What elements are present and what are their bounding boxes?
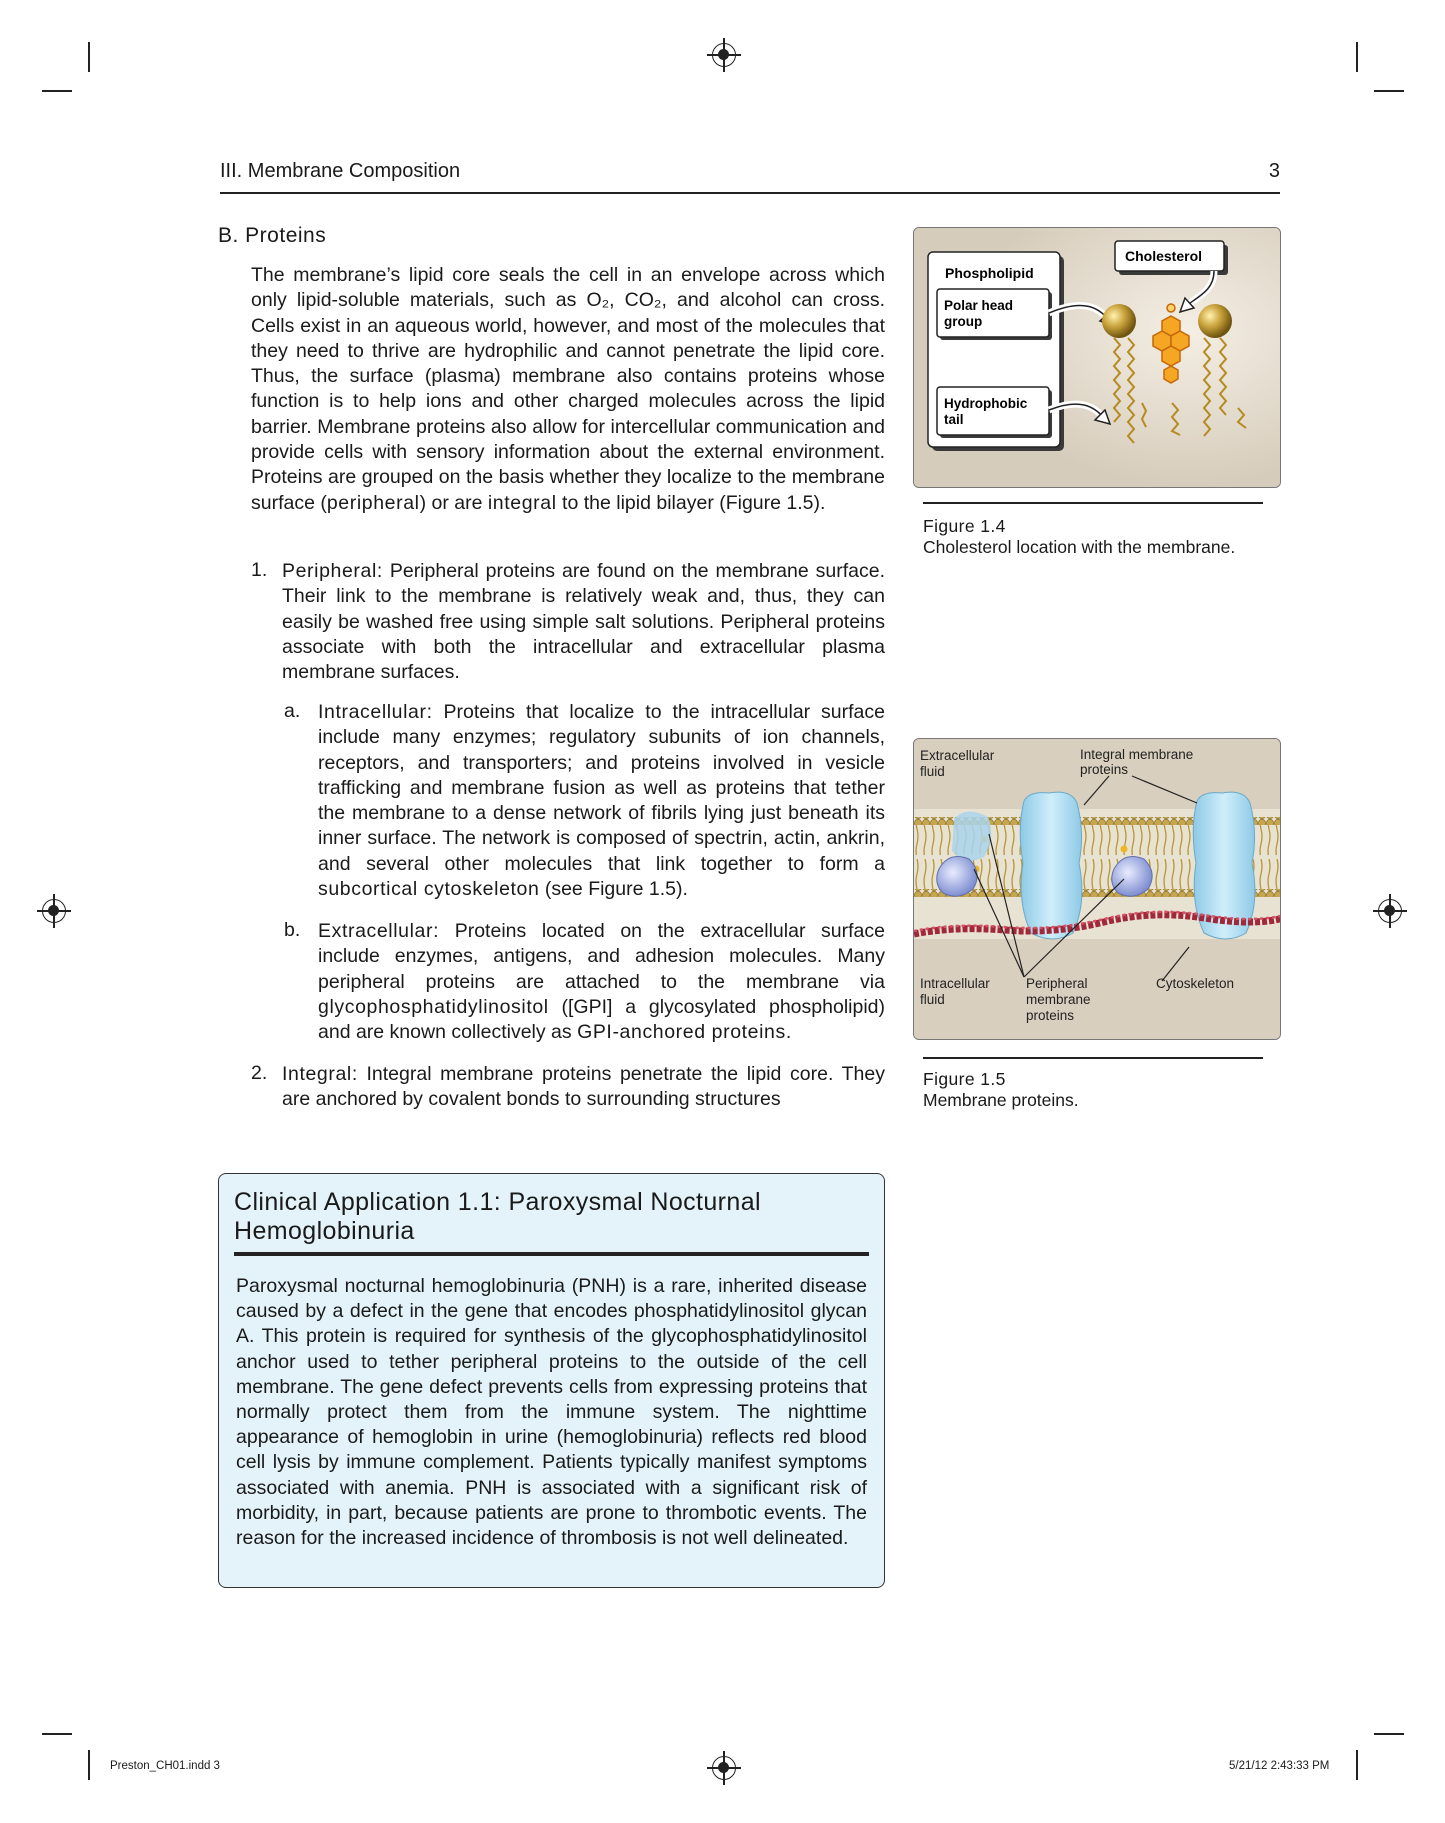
label-extracellular-fluid: fluid <box>920 764 945 779</box>
crop-mark <box>1356 42 1358 72</box>
intro-text: to the lipid bilayer (Figure 1.5). <box>556 491 826 514</box>
label-cytoskeleton: Cytoskeleton <box>1156 976 1235 991</box>
clinical-rule <box>234 1252 869 1256</box>
figure-rule <box>923 502 1263 504</box>
term-peripheral: peripheral <box>326 491 420 514</box>
registration-mark-icon <box>712 43 736 67</box>
page-number: 3 <box>1268 160 1280 182</box>
term-gpi-anchored: GPI-anchored proteins. <box>577 1021 792 1044</box>
footer-timestamp: 5/21/12 2:43:33 PM <box>1229 1760 1330 1772</box>
registration-mark-icon <box>1378 899 1402 923</box>
registration-mark-icon <box>712 1756 736 1780</box>
list-item-intracellular <box>318 700 885 902</box>
list-letter: b. <box>284 919 301 941</box>
list-item-peripheral <box>282 559 885 685</box>
figure-number: Figure 1.4 <box>923 516 1006 536</box>
term-label: Extracellular: <box>318 920 440 942</box>
footer-file: Preston_CH01.indd 3 <box>110 1760 220 1772</box>
label-intracellular: Intracellular <box>920 976 990 991</box>
list-number: 2. <box>251 1062 268 1084</box>
crop-mark <box>42 90 72 92</box>
clinical-title-line: Clinical Application 1.1: Paroxysmal Nocturnal <box>234 1188 761 1216</box>
clinical-body: Paroxysmal nocturnal hemoglobinuria (PNH) is a rare, inherited disease caused by a defect in the gene that encodes phosphatidylinositol glycan A. This protein is required for synthesis of the glycophosphatidylinositol anchor used to tether peripheral proteins to the outside of the cell membrane. The gene defect prevents cells from expressing proteins that normally protect them from the immune system. The nighttime appearance of hemoglobin in urine (hemoglobinuria) reflects red blood cell lysis by immune complement. Patients typically manifest symptoms associated with anemia. PNH is associated with a significant risk of morbidity, in part, because patients are prone to thrombotic events. The reason for the increased incidence of thrombosis is not well delineated. <box>236 1275 867 1550</box>
crop-mark <box>1374 1733 1404 1735</box>
intro-text: ) or are <box>419 491 488 514</box>
running-head <box>220 160 1280 183</box>
label-peripheral: Peripheral <box>1026 976 1088 991</box>
list-letter: a. <box>284 700 301 722</box>
clinical-title <box>234 1188 874 1246</box>
clinical-title-line: Hemoglobinuria <box>234 1217 415 1245</box>
label-cholesterol: Cholesterol <box>1125 248 1203 264</box>
label-polar-head-group: group <box>944 314 983 329</box>
term-integral: integral <box>487 491 557 514</box>
item-text: Proteins that localize to the intracellular surface include many enzymes; regulatory subunits of ion channels, receptors, and transporters; and proteins involved in vesicle trafficking and membrane fusion as well as proteins that tether the membrane to a dense network of fibrils lying just beneath its inner surface. The network is composed of spectrin, actin, ankrin, and several other molecules that link together to form a <box>318 701 885 875</box>
membrane-proteins-diagram <box>914 739 1280 1039</box>
label-intracellular-fluid: fluid <box>920 992 945 1007</box>
header-rule <box>220 192 1280 194</box>
label-hydrophobic-tail: tail <box>944 412 964 427</box>
figure-rule <box>923 1057 1263 1059</box>
intro-paragraph <box>251 263 885 516</box>
registration-mark-icon <box>42 899 66 923</box>
label-hydrophobic: Hydrophobic <box>944 396 1028 411</box>
item-text: Peripheral proteins are found on the membrane surface. Their link to the membrane is relatively weak and, thus, they can easily be washed free using simple salt solutions. Peripheral proteins associate with both the intracellular and extracellular plasma membrane surfaces. <box>282 560 885 684</box>
term-label: Integral: <box>282 1063 358 1085</box>
polar-head-icon <box>1102 304 1136 338</box>
term-subcortical-cytoskeleton: subcortical cytoskeleton <box>318 878 540 901</box>
figure-number: Figure 1.5 <box>923 1069 1006 1089</box>
list-number: 1. <box>251 559 268 581</box>
integral-protein-icon <box>1020 792 1082 939</box>
crop-mark <box>1374 90 1404 92</box>
label-polar-head: Polar head <box>944 298 1014 313</box>
list-item-extracellular <box>318 919 885 1045</box>
polar-head-icon <box>1198 304 1232 338</box>
label-peripheral-proteins: proteins <box>1026 1008 1075 1023</box>
figure-1-5 <box>913 738 1281 1040</box>
label-extracellular: Extracellular <box>920 748 995 763</box>
section-heading: B. Proteins <box>218 224 327 247</box>
item-text: Integral membrane proteins penetrate the lipid core. They are anchored by covalent bonds to surrounding structures <box>282 1063 885 1111</box>
clinical-application-box <box>218 1173 885 1588</box>
crop-mark <box>88 1750 90 1780</box>
list-item-integral <box>282 1062 885 1113</box>
item-text: Proteins located on the extracellular surface include enzymes, antigens, and adhesion molecules. Many peripheral proteins are attached to the membrane via <box>318 920 885 993</box>
figure-caption-text: Cholesterol location with the membrane. <box>923 537 1236 557</box>
crop-mark <box>42 1733 72 1735</box>
term-gpi: glycophosphatidylinositol <box>318 995 549 1018</box>
section-title: III. Membrane Composition <box>220 160 461 182</box>
label-phospholipid: Phospholipid <box>945 265 1034 281</box>
label-integral: Integral membrane <box>1080 747 1194 762</box>
label-integral-proteins: proteins <box>1080 762 1129 777</box>
figure-1-4-caption <box>923 516 1283 558</box>
label-peripheral-membrane: membrane <box>1026 992 1091 1007</box>
figure-1-4 <box>913 227 1281 488</box>
crop-mark <box>88 42 90 72</box>
cholesterol-diagram <box>914 228 1280 487</box>
crop-mark <box>1356 1750 1358 1780</box>
figure-1-5-caption <box>923 1069 1283 1111</box>
item-text: ([GPI] a glycosylated phospholipid) and are known collectively as <box>318 995 885 1044</box>
term-label: Intracellular: <box>318 701 433 723</box>
intro-text: The membrane’s lipid core seals the cell in an envelope across which only lipid-soluble materials, such as O₂, CO₂, and alcohol can cross. Cells exist in an aqueous world, however, and most of the molecules that they need to thrive are hydrophilic and cannot penetrate the lipid core. Thus, the surface (plasma) membrane also contains proteins whose function is to help ions and other charged molecules across the lipid barrier. Membrane proteins also allow for intercellular communication and provide cells with sensory information about the external environment. Proteins are grouped on the basis whether they localize to the membrane surface ( <box>251 264 885 514</box>
item-text: (see Figure 1.5). <box>539 878 688 901</box>
figure-caption-text: Membrane proteins. <box>923 1090 1079 1110</box>
term-label: Peripheral: <box>282 560 383 582</box>
